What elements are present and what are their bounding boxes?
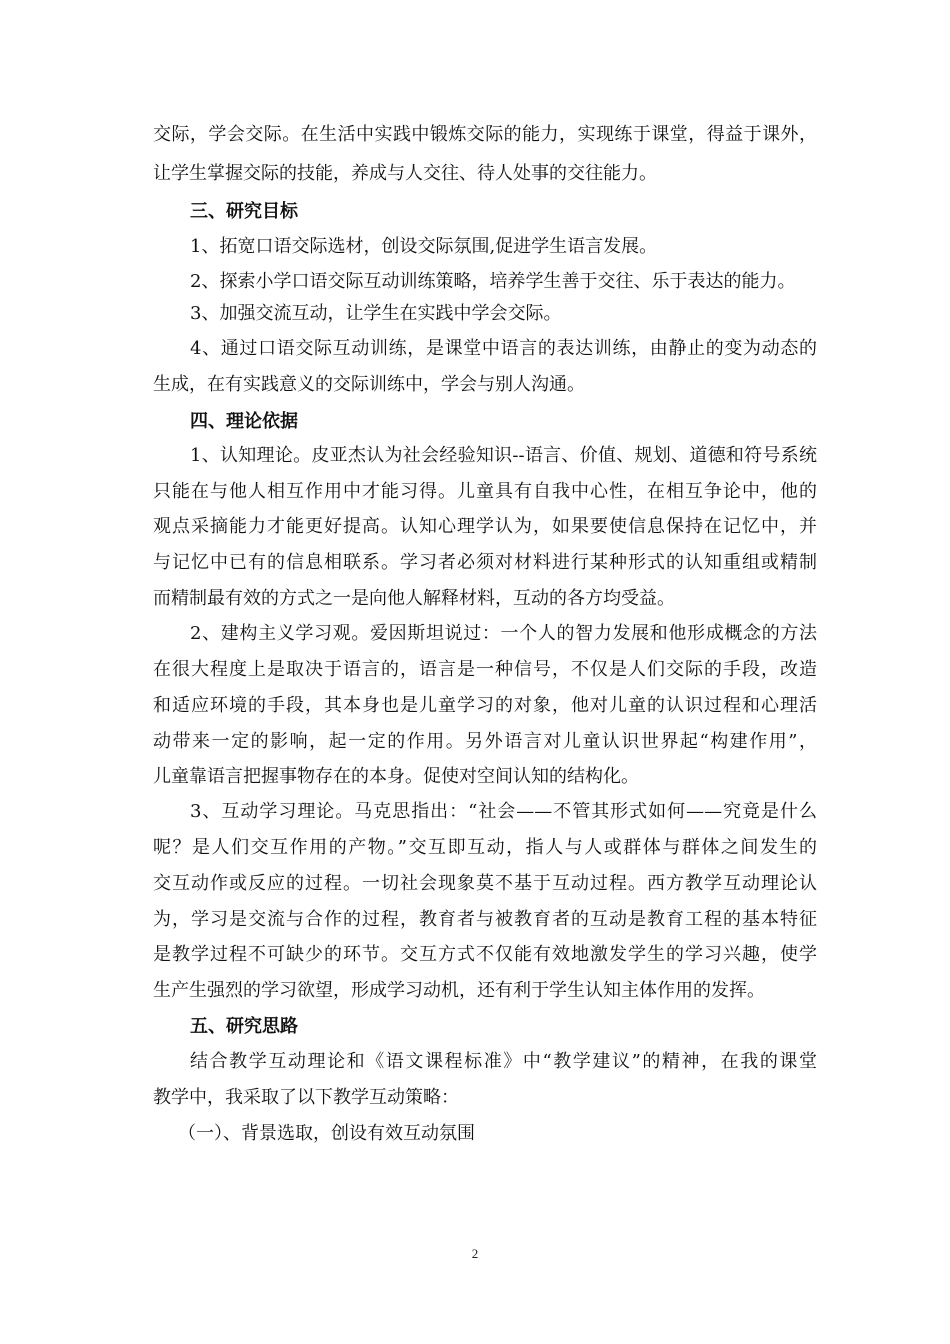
body-text-line: 交互动作或反应的过程。一切社会现象莫不基于互动过程。西方教学互动理论认 (153, 873, 817, 894)
body-text-line: 让学生掌握交际的技能，养成与人交往、待人处事的交往能力。 (153, 163, 657, 184)
body-text-line: 生成，在有实践意义的交际训练中，学会与别人沟通。 (153, 374, 585, 395)
body-text-line: 和适应环境的手段，其本身也是儿童学习的对象，他对儿童的认识过程和心理活 (153, 695, 817, 716)
body-text-line: 生产生强烈的学习欲望，形成学习动机，还有利于学生认知主体作用的发挥。 (153, 980, 765, 1001)
body-text-line: 动带来一定的影响，起一定的作用。另外语言对儿童认识世界起“构建作用”， (153, 731, 817, 752)
body-text-line: 1、认知理论。皮亚杰认为社会经验知识--语言、价值、规划、道德和符号系统 (190, 445, 817, 466)
section-heading: 四、理论依据 (190, 411, 298, 432)
subsection-heading: （一）、背景选取，创设有效互动氛围 (178, 1123, 475, 1144)
body-text-line: 为，学习是交流与合作的过程，教育者与被教育者的互动是教育工程的基本特征 (153, 909, 817, 930)
body-text-line: 只能在与他人相互作用中才能习得。儿童具有自我中心性，在相互争论中，他的 (153, 481, 817, 502)
section-heading: 五、研究思路 (190, 1016, 298, 1037)
body-text-line: 结合教学互动理论和《语文课程标准》中“教学建议”的精神，在我的课堂 (190, 1051, 817, 1072)
body-text-line: 教学中，我采取了以下教学互动策略： (153, 1087, 459, 1108)
body-text-line: 3、互动学习理论。马克思指出：“社会——不管其形式如何——究竟是什么 (190, 801, 817, 822)
page-number: 2 (471, 1246, 479, 1261)
body-text-line: 而精制最有效的方式之一是向他人解释材料，互动的各方均受益。 (153, 588, 675, 609)
goal-item: 2、探索小学口语交际互动训练策略，培养学生善于交往、乐于表达的能力。 (190, 271, 796, 292)
body-text-line: 呢？是人们交互作用的产物。”交互即互动，指人与人或群体与群体之间发生的 (153, 837, 817, 858)
body-text-line: 观点采摘能力才能更好提高。认知心理学认为，如果要使信息保持在记忆中，并 (153, 516, 817, 537)
goal-item: 4、通过口语交际互动训练，是课堂中语言的表达训练，由静止的变为动态的 (190, 338, 817, 359)
body-text-line: 是教学过程不可缺少的环节。交互方式不仅能有效地激发学生的学习兴趣，使学 (153, 944, 817, 965)
body-text-line: 儿童靠语言把握事物存在的本身。促使对空间认知的结构化。 (153, 766, 639, 787)
body-text-line: 2、建构主义学习观。爱因斯坦说过：一个人的智力发展和他形成概念的方法 (190, 623, 817, 644)
body-text-line: 在很大程度上是取决于语言的，语言是一种信号，不仅是人们交际的手段，改造 (153, 659, 817, 680)
goal-item: 1、拓宽口语交际选材，创设交际氛围,促进学生语言发展。 (190, 236, 658, 257)
body-text-line: 交际，学会交际。在生活中实践中锻炼交际的能力，实现练于课堂，得益于课外， (153, 124, 817, 145)
body-text-line: 与记忆中已有的信息相联系。学习者必须对材料进行某种形式的认知重组或精制 (153, 552, 817, 573)
section-heading: 三、研究目标 (190, 201, 298, 222)
goal-item: 3、加强交流互动，让学生在实践中学会交际。 (190, 303, 562, 324)
